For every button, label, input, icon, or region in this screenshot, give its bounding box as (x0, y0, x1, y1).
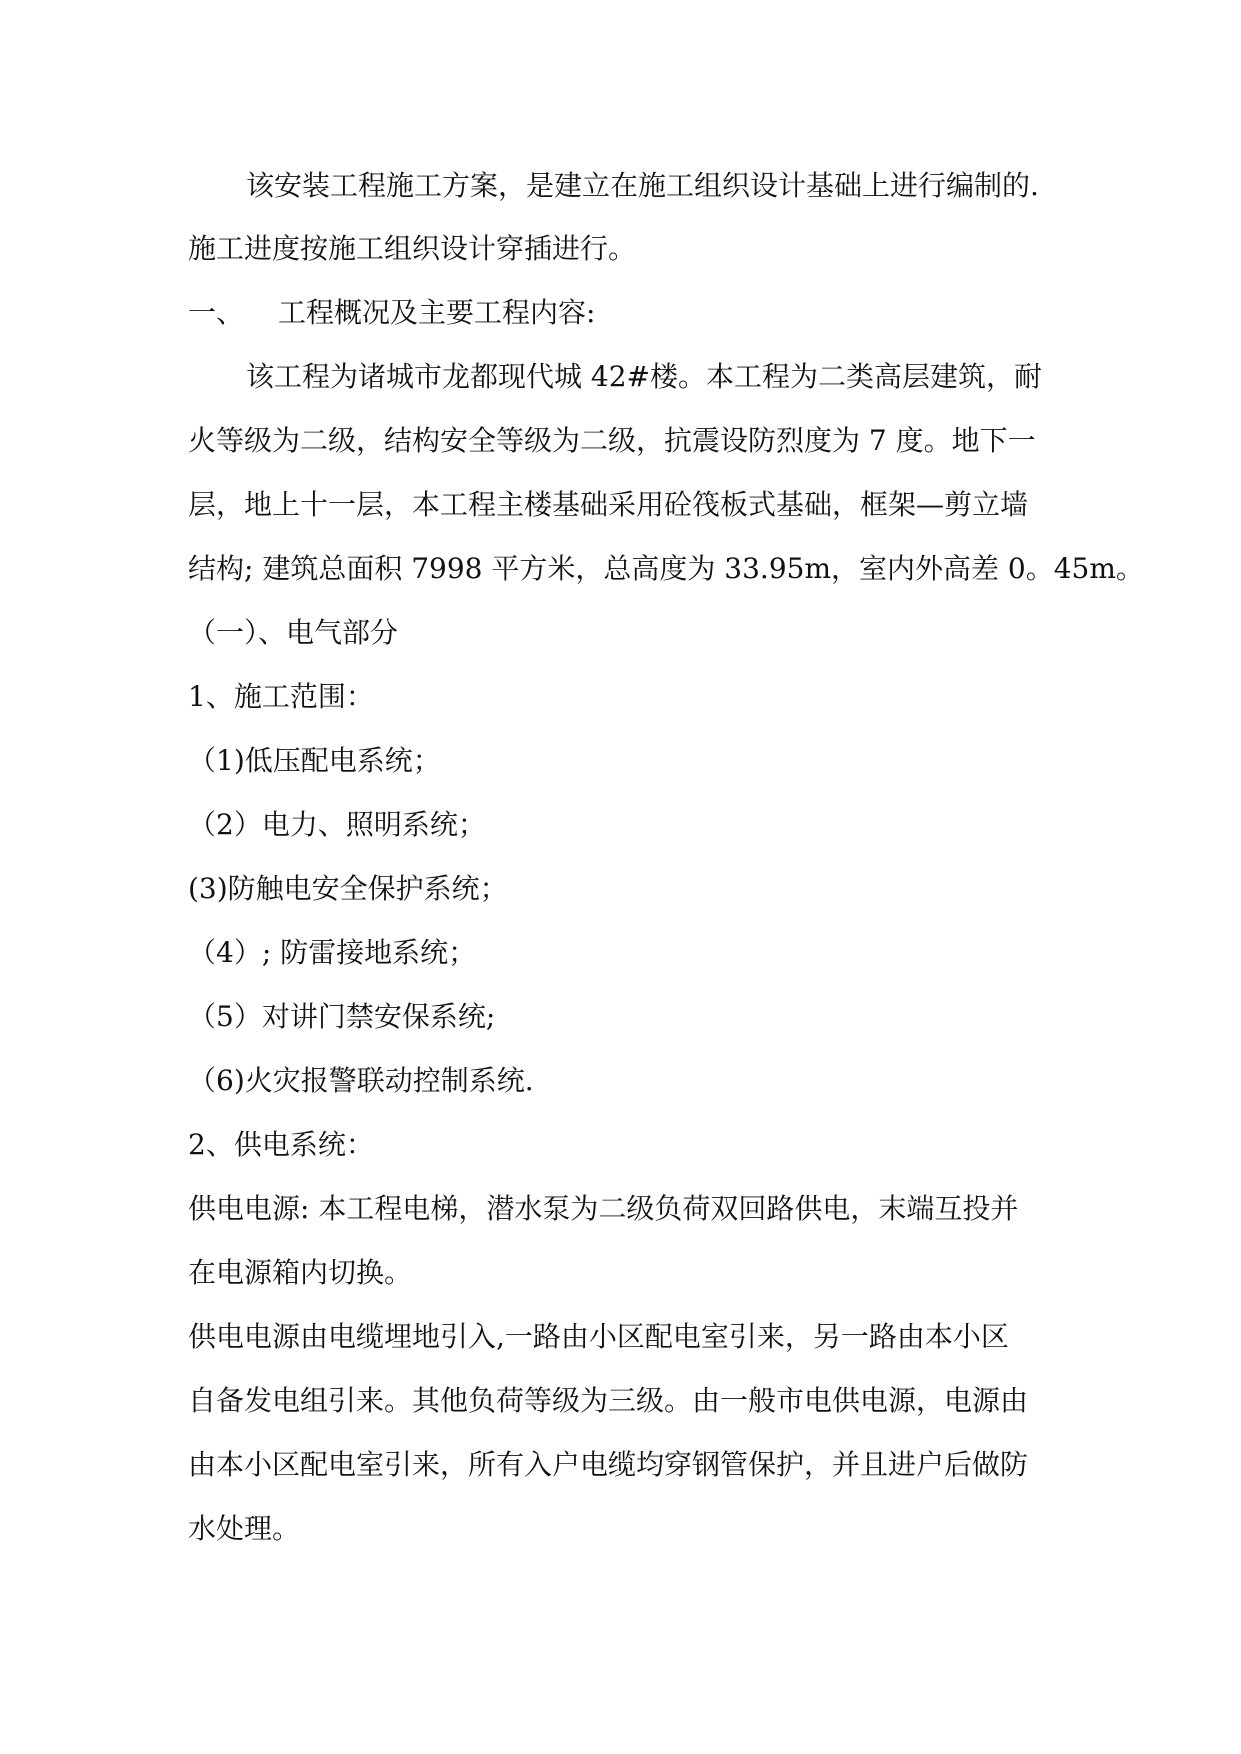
construction-scope-heading: 1、施工范围： (188, 680, 374, 713)
overview-paragraph-line-4: 结构; 建筑总面积 7998 平方米，总高度为 33.95m，室内外高差 0。45m。 (188, 552, 1144, 585)
overview-paragraph-line-1: 该工程为诸城市龙都现代城 42#楼。本工程为二类高层建筑，耐 (246, 360, 1042, 393)
intro-paragraph-line-2: 施工进度按施工组织设计穿插进行。 (188, 232, 637, 265)
scope-item-5: （5）对讲门禁安保系统; (188, 1000, 496, 1033)
overview-paragraph-line-3: 层，地上十一层，本工程主楼基础采用砼筏板式基础，框架—剪立墙 (188, 488, 1029, 521)
power-supply-heading: 2、供电系统： (188, 1128, 374, 1161)
scope-item-3: (3)防触电安全保护系统； (188, 872, 508, 905)
section-one-title: 工程概况及主要工程内容: (278, 296, 596, 329)
subsection-electrical-heading: （一）、电气部分 (188, 616, 399, 649)
power-routing-paragraph-line-4: 水处理。 (188, 1512, 301, 1545)
scope-item-4: （4）; 防雷接地系统； (188, 936, 477, 969)
scope-item-1: （1)低压配电系统； (188, 744, 441, 777)
overview-paragraph-line-2: 火等级为二级，结构安全等级为二级，抗震设防烈度为 7 度。地下一 (188, 424, 1036, 457)
scope-item-6: （6)火灾报警联动控制系统. (188, 1064, 534, 1097)
power-routing-paragraph-line-3: 由本小区配电室引来，所有入户电缆均穿钢管保护，并且进户后做防 (188, 1448, 1029, 1481)
power-source-paragraph-line-2: 在电源箱内切换。 (188, 1256, 413, 1289)
intro-paragraph-line-1: 该安装工程施工方案，是建立在施工组织设计基础上进行编制的. (246, 169, 1039, 202)
power-routing-paragraph-line-2: 自备发电组引来。其他负荷等级为三级。由一般市电供电源，电源由 (188, 1384, 1029, 1417)
section-one-number: 一、 (188, 296, 245, 329)
power-source-paragraph-line-1: 供电电源: 本工程电梯，潜水泵为二级负荷双回路供电，末端互投并 (188, 1192, 1019, 1225)
power-routing-paragraph-line-1: 供电电源由电缆埋地引入,一路由小区配电室引来，另一路由本小区 (188, 1320, 1009, 1353)
scope-item-2: （2）电力、照明系统； (188, 808, 486, 841)
